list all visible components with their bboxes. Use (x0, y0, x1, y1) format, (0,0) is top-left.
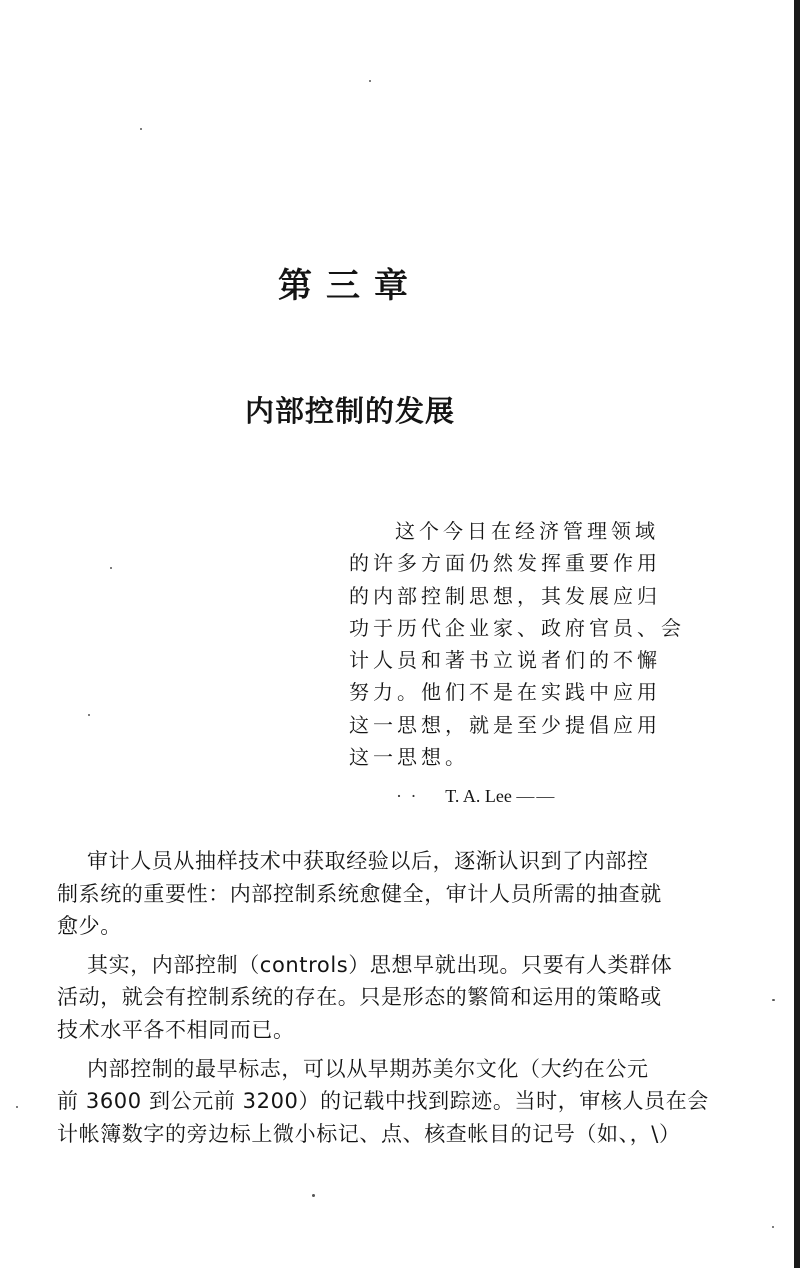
paragraph-line: 前 3600 到公元前 3200）的记载中找到踪迹。当时，审核人员在会 (57, 1089, 709, 1114)
attribution-prefix: · · (396, 786, 419, 806)
page-edge-shadow (794, 0, 800, 1268)
paragraph-line: 愈少。 (57, 914, 122, 939)
body-text (57, 845, 709, 1150)
paragraph-line: 审计人员从抽样技术中获取经验以后，逐渐认识到了内部控 (87, 849, 649, 873)
scan-speck (772, 999, 775, 1001)
epigraph-line: 计人员和著书立说者们的不懈 (349, 648, 661, 673)
epigraph-line: 这一思想，就是至少提倡应用 (349, 712, 661, 737)
epigraph-line: 的内部控制思想，其发展应归 (349, 583, 661, 608)
attribution-suffix: —— (516, 786, 557, 806)
paragraph-line: 内部控制的最早标志，可以从早期苏美尔文化（大约在公元 (87, 1056, 649, 1081)
epigraph-line: 努力。他们不是在实践中应用 (349, 680, 661, 705)
epigraph-line: 这一思想。 (349, 745, 469, 770)
attribution-author: T. A. Lee (445, 786, 512, 806)
chapter-heading: 第三章 (278, 266, 422, 306)
epigraph-line: 这个今日在经济管理领域 (395, 519, 659, 543)
paragraph-line: 活动，就会有控制系统的存在。只是形态的繁简和运用的策略或 (57, 985, 662, 1010)
scan-speck (16, 1106, 18, 1108)
scan-speck (110, 567, 112, 569)
epigraph-attribution (396, 786, 556, 807)
epigraph (349, 515, 685, 773)
epigraph-line: 功于历代企业家、政府官员、会 (349, 615, 685, 640)
epigraph-line: 的许多方面仍然发挥重要作用 (349, 551, 661, 576)
paragraph-line: 其实，内部控制（controls）思想早就出现。只要有人类群体 (87, 952, 673, 977)
scan-speck (140, 128, 142, 130)
scan-speck (369, 80, 371, 82)
chapter-title: 内部控制的发展 (244, 394, 455, 428)
paragraph-line: 制系统的重要性：内部控制系统愈健全，审计人员所需的抽查就 (57, 881, 662, 906)
scan-speck (312, 1194, 315, 1197)
scan-speck (88, 714, 90, 716)
paragraph-line: 计帐簿数字的旁边标上微小标记、点、核查帐目的记号（如、，\） (57, 1121, 681, 1146)
paragraph-line: 技术水平各不相同而已。 (57, 1017, 295, 1042)
scan-speck (772, 1226, 774, 1228)
